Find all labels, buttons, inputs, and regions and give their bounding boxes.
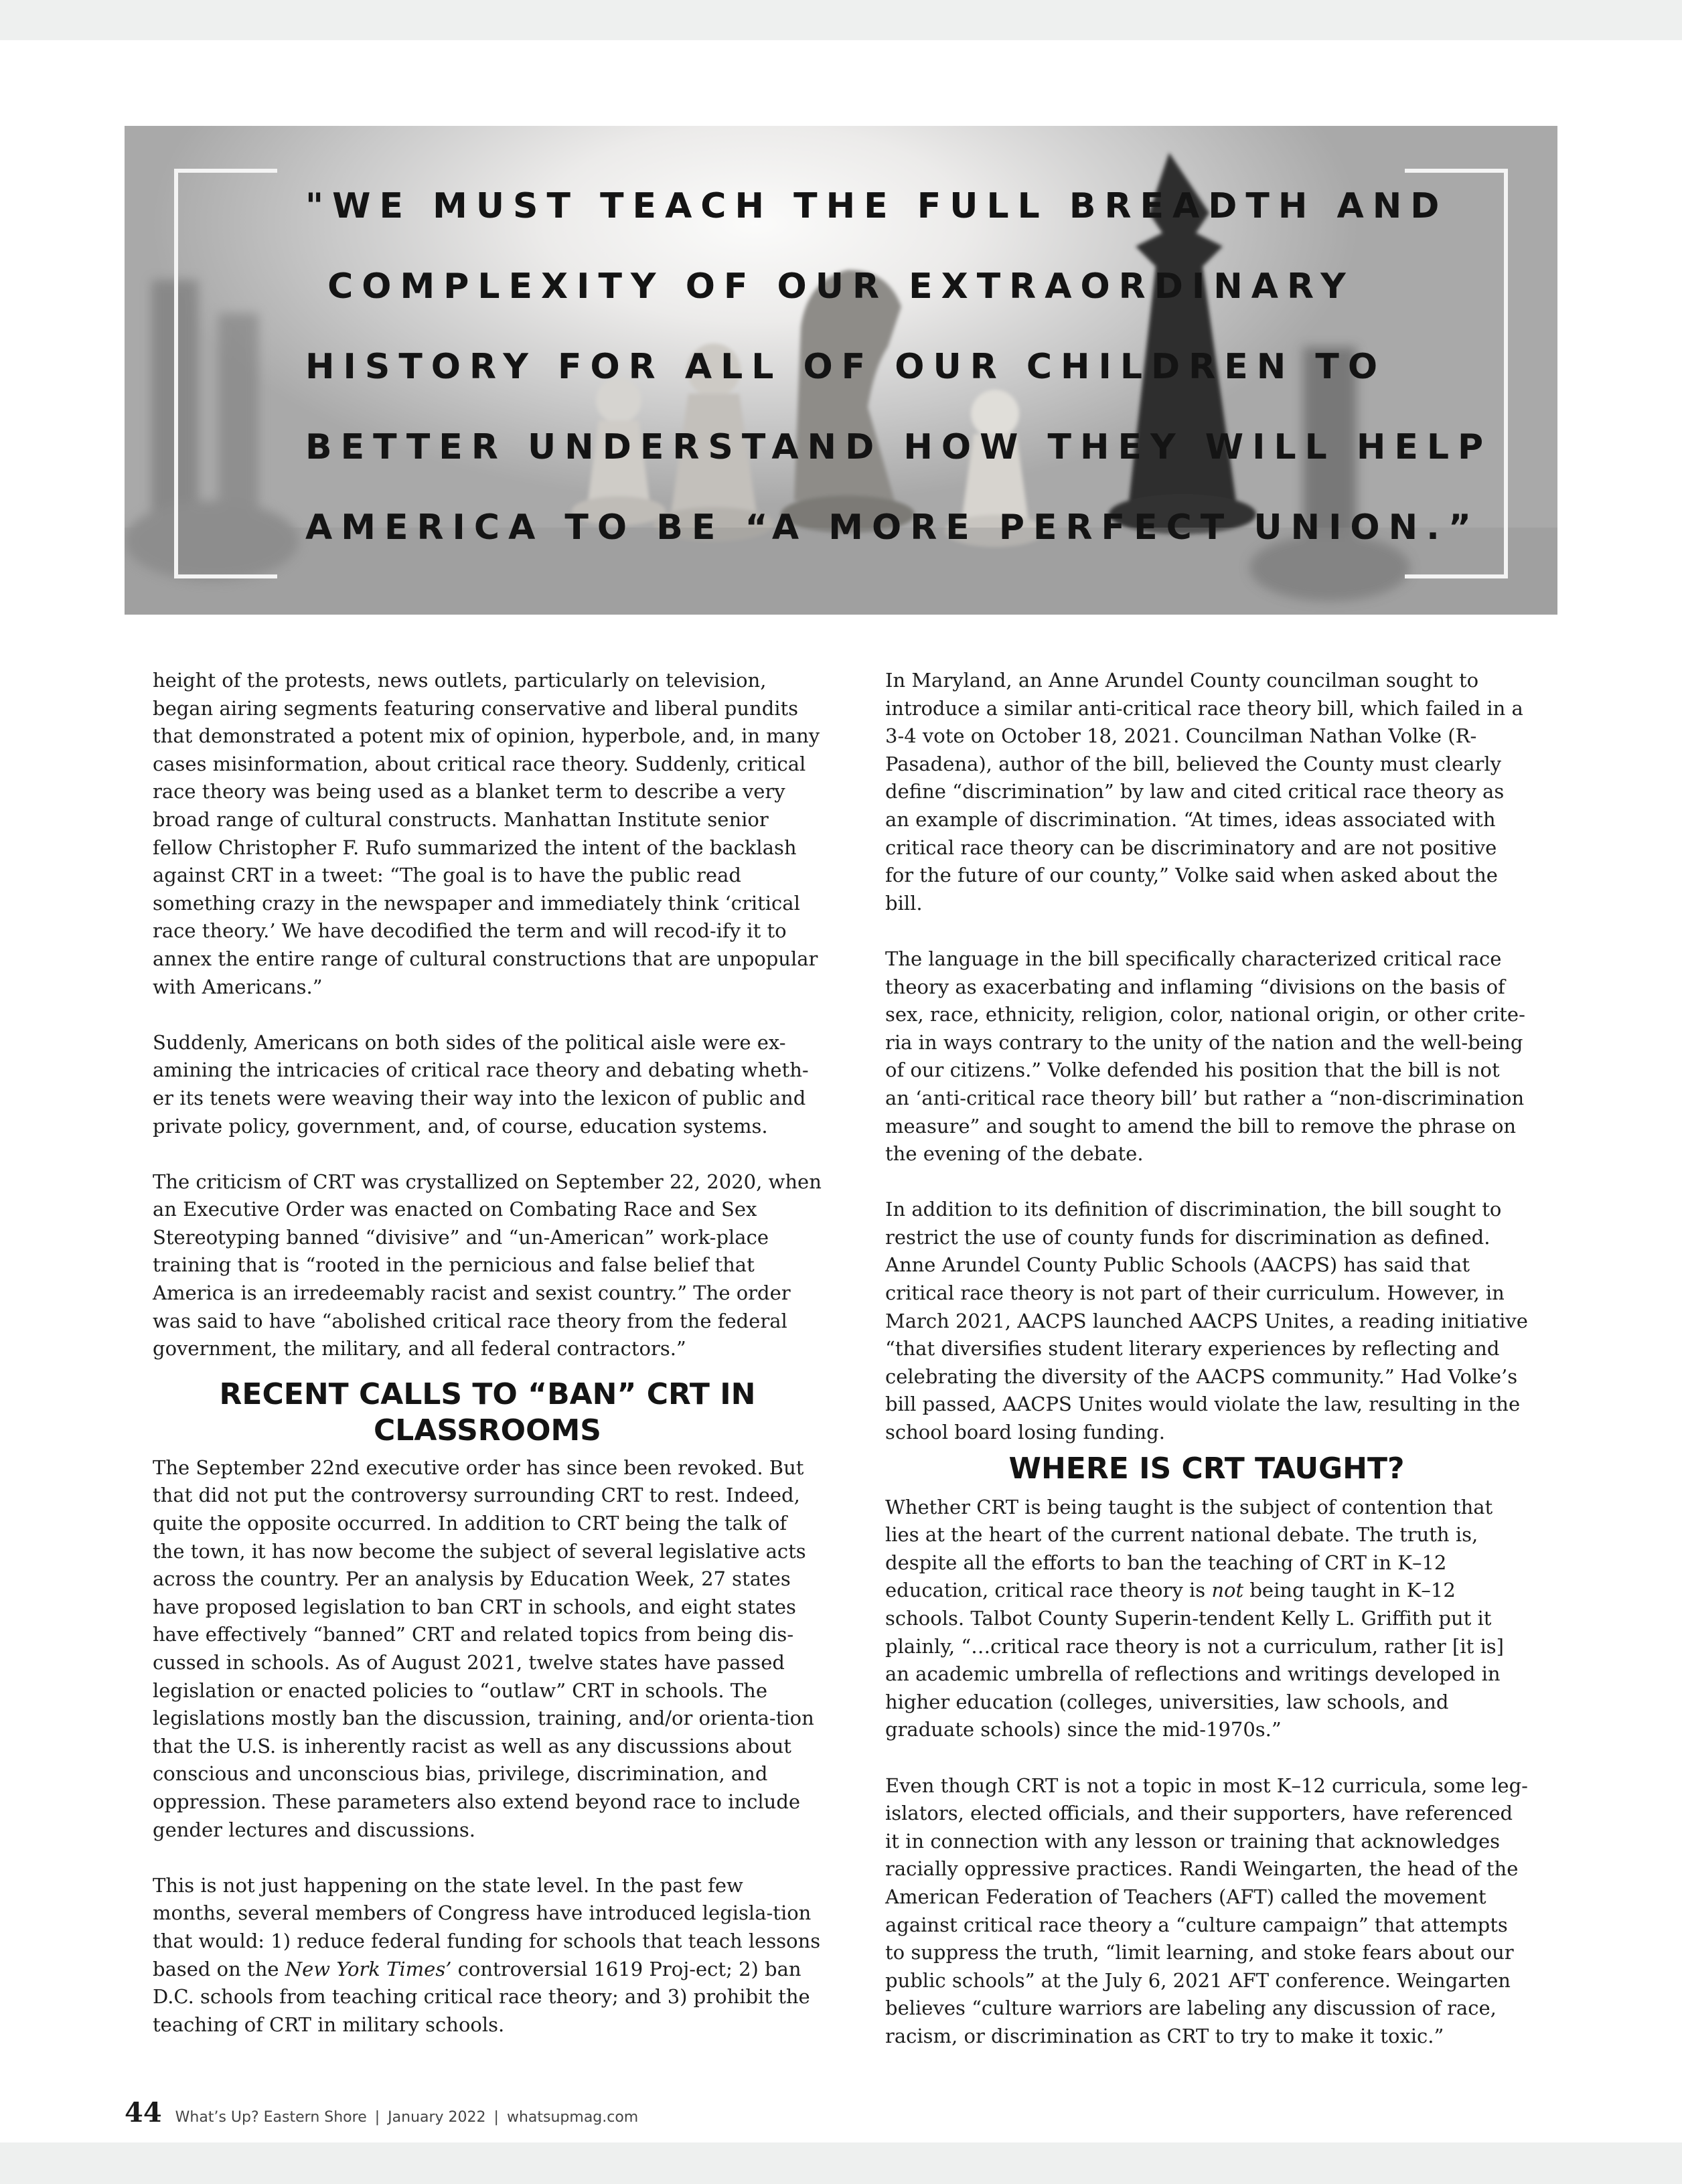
bottom-margin-band — [0, 2142, 1682, 2184]
paragraph: Even though CRT is not a topic in most K–12 curricula, some leg-islators, elected officials, and their supporters, have referenced it in connection with any lesson or training that acknowledges racially oppressive practices. Randi Weingarten, the head of the American Federation of Teachers (AFT) called the movement against critical race theory a “culture campaign” that attempts to suppress the truth, “limit learning, and stoke fears about our public schools” at the July 6, 2021 AFT conference. Weingarten believes “culture warriors are labeling any discussion of race, racism, or discrimination as CRT to try to make it toxic.” — [885, 1774, 1528, 2047]
paragraph: height of the protests, news outlets, particularly on television, began airing segments featuring conservative and liberal pundits that demonstrated a potent mix of opinion, hyperbole, and, in many cases misinformation, about critical race theory. Suddenly, critical race theory was being used as a blanket term to describe a very broad range of cultural constructs. Manhattan Institute senior fellow Christopher F. Rufo summarized the intent of the backlash against CRT in a tweet: “The goal is to have the public read something crazy in the newspaper and immediately think ‘critical race theory.’ We have decodified the term and will recod-ify it to annex the entire range of cultural constructions that are unpopular with Americans.” — [153, 669, 820, 998]
section-heading-recent-calls: RECENT CALLS TO “BAN” CRT IN CLASSROOMS — [219, 1377, 756, 1448]
paragraph-text: controversial 1619 Proj-ect; 2) ban D.C. schools from teaching critical race theory; and 3) prohibit the teaching of CRT in military schools. — [153, 1957, 810, 2036]
pull-quote-line: AMERICA TO BE “A MORE PERFECT UNION.” — [305, 508, 1480, 548]
paragraph — [153, 1872, 822, 2039]
paragraph: In addition to its definition of discrimination, the bill sought to restrict the use of county funds for discrimination as defined. Anne Arundel County Public Schools (AACPS) has said that critical race theory is not part of their curriculum. However, in March 2021, AACPS launched AACPS Unites, a reading initiative “that diversifies student literary experiences by reflecting and celebrating the diversity of the AACPS community.” Had Volke’s bill passed, AACPS Unites would violate the law, resulting in the school board losing funding. — [885, 1198, 1528, 1444]
pull-quote — [305, 166, 1493, 568]
paragraph: The September 22nd executive order has since been revoked. But that did not put the controversy surrounding CRT to rest. Indeed, quite the opposite occurred. In addition to CRT being the talk of the town, it has now become the subject of several legislative acts across the country. Per an analysis by Education Week, 27 states have proposed legislation to ban CRT in schools, and eight states have effectively “banned” CRT and related topics from being dis-cussed in schools. As of August 2021, twelve states have passed legislation or enacted policies to “outlaw” CRT in schools. The legislations mostly ban the discussion, training, and/or orienta-tion that the U.S. is inherently racist as well as any discussions about conscious and unconscious bias, privilege, discrimination, and oppression. These parameters also extend beyond race to include gender lectures and discussions. — [153, 1456, 814, 1841]
paragraph: Suddenly, Americans on both sides of the political aisle were ex-amining the intricacies of critical race theory and debating wheth-er its tenets were weaving their way into the lexicon of public and private policy, government, and, of course, education systems. — [153, 1030, 809, 1138]
section-heading-where-taught: WHERE IS CRT TAUGHT? — [1008, 1451, 1405, 1486]
issue-date: January 2022 — [388, 2109, 486, 2126]
website-link[interactable]: whatsupmag.com — [506, 2109, 639, 2126]
italic-emphasis: not — [1211, 1579, 1244, 1602]
page-footer — [125, 2097, 638, 2137]
left-text-column — [153, 667, 822, 2067]
italic-title: New York Times’ — [285, 1957, 452, 1980]
right-text-column — [885, 667, 1528, 2078]
top-margin-band — [0, 0, 1682, 40]
left-bracket-decoration — [174, 169, 277, 578]
pull-quote-line: COMPLEXITY OF OUR EXTRAORDINARY — [327, 266, 1355, 307]
pull-quote-banner — [125, 126, 1557, 615]
pull-quote-line: HISTORY FOR ALL OF OUR CHILDREN TO — [305, 347, 1387, 387]
paragraph: The criticism of CRT was crystallized on September 22, 2020, when an Executive Order was enacted on Combating Race and Sex Stereotyping banned “divisive” and “un-American” work-place training that is “rooted in the pernicious and false belief that America is an irredeemably racist and sexist country.” The order was said to have “abolished critical race theory from the federal government, the military, and all federal contractors.” — [153, 1170, 822, 1360]
paragraph: In Maryland, an Anne Arundel County councilman sought to introduce a similar anti-critical race theory bill, which failed in a 3-4 vote on October 18, 2021. Councilman Nathan Volke (R-Pasadena), author of the bill, believed the County must clearly define “discrimination” by law and cited critical race theory as an example of discrimination. “At times, ideas associated with critical race theory can be discriminatory and are not positive for the future of our county,” Volke said when asked about the bill. — [885, 669, 1523, 915]
page-number: 44 — [125, 2097, 162, 2128]
publication-name: What’s Up? Eastern Shore — [175, 2109, 367, 2126]
paragraph: The language in the bill specifically characterized critical race theory as exacerbating and inflaming “divisions on the basis of sex, race, ethnicity, religion, color, national origin, or other crite-ria in ways contrary to the unity of the nation and the well-being of our citizens.” Volke defended his position that the bill is not an ‘anti-critical race theory bill’ but rather a “non-discrimination measure” and sought to amend the bill to remove the phrase on the evening of the debate. — [885, 947, 1525, 1166]
footer-separator: | — [374, 2109, 380, 2126]
paragraph-text: Whether CRT is being taught is the subject of contention that lies at the heart of the current national debate. The truth is, despite all the efforts to ban the teaching of CRT in K–12 education, critical race theory is — [885, 1495, 1493, 1602]
footer-separator: | — [493, 2109, 499, 2126]
paragraph — [885, 1494, 1528, 1744]
pull-quote-line: BETTER UNDERSTAND HOW THEY WILL HELP — [305, 427, 1493, 467]
pull-quote-line: "WE MUST TEACH THE FULL BREADTH AND — [305, 186, 1448, 226]
paragraph-text: This is not just happening on the state level. In the past few months, several members of Congress have introduced legisla-tion that would: 1) reduce federal funding for schools that teach lessons based on the — [153, 1873, 821, 1980]
paragraph-text: being taught in K–12 schools. Talbot County Superin-tendent Kelly L. Griffith put it plainly, “…critical race theory is not a curriculum, rather [it is] an academic umbrella of reflections and writings developed in higher education (colleges, universities, law schools, and graduate schools) since the mid-1970s.” — [885, 1579, 1504, 1741]
